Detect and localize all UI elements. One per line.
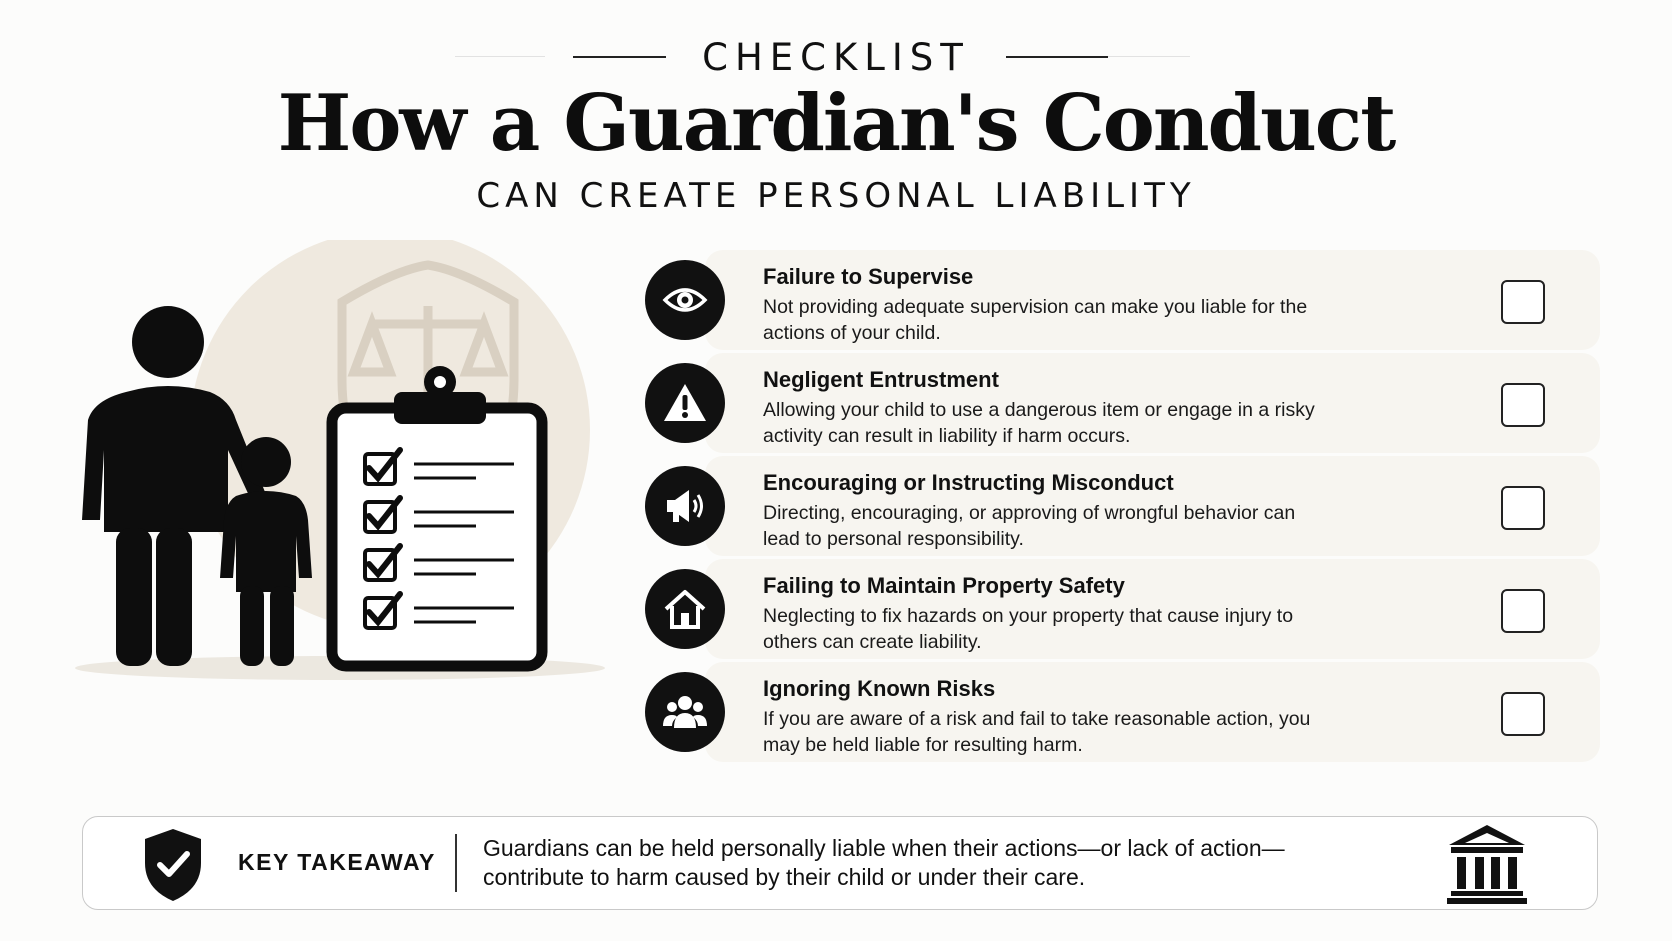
checklist-item-negligent-entrustment (645, 353, 1600, 453)
eyebrow-rule-right (1006, 56, 1108, 58)
guardian-child-clipboard-graphic (70, 240, 630, 730)
people-group-icon (645, 672, 725, 752)
takeaway-label: KEY TAKEAWAY (238, 849, 436, 875)
takeaway-text: Guardians can be held personally liable when their actions—or lack of action—contribute to harm caused by their child or under their care. (483, 835, 1285, 890)
checklist-item-ignoring-known-risks (645, 662, 1600, 762)
item-checkbox[interactable] (1501, 383, 1545, 427)
warning-icon (645, 363, 725, 443)
megaphone-icon (645, 466, 725, 546)
item-title: Failure to Supervise (763, 264, 974, 289)
item-description: Neglecting to fix hazards on your property that cause injury to others can create liability. (763, 605, 1294, 653)
item-checkbox[interactable] (1501, 692, 1545, 736)
item-title: Failing to Maintain Property Safety (763, 573, 1125, 598)
page-title: How a Guardian's Conduct (277, 78, 1395, 169)
takeaway-divider (455, 834, 457, 892)
item-description: If you are aware of a risk and fail to take reasonable action, you may be held liable for resulting harm. (763, 708, 1311, 756)
shield-check-icon (141, 827, 205, 903)
house-icon (645, 569, 725, 649)
checklist-item-property-safety (645, 559, 1600, 659)
guardian-illustration (70, 240, 630, 730)
eyebrow-row (0, 34, 1672, 78)
checklist-item-encouraging-misconduct (645, 456, 1600, 556)
item-checkbox[interactable] (1501, 280, 1545, 324)
item-title: Negligent Entrustment (763, 367, 999, 392)
checklist-item-failure-to-supervise (645, 250, 1600, 350)
eye-icon (645, 260, 725, 340)
item-description: Allowing your child to use a dangerous item or engage in a risky activity can result in liability if harm occurs. (763, 399, 1315, 447)
key-takeaway-panel (82, 816, 1598, 910)
item-title: Ignoring Known Risks (763, 676, 996, 701)
item-description: Not providing adequate supervision can make you liable for the actions of your child. (763, 296, 1308, 344)
item-checkbox[interactable] (1501, 589, 1545, 633)
page-subtitle: CAN CREATE PERSONAL LIABILITY (476, 176, 1196, 216)
courthouse-icon (1445, 823, 1529, 905)
item-title: Encouraging or Instructing Misconduct (763, 470, 1174, 495)
eyebrow-rule-right-faint (1108, 56, 1190, 57)
item-checkbox[interactable] (1501, 486, 1545, 530)
eyebrow-title: CHECKLIST (702, 36, 970, 79)
clipboard-graphic (332, 366, 542, 666)
item-description: Directing, encouraging, or approving of wrongful behavior can lead to personal responsibility. (763, 502, 1296, 550)
